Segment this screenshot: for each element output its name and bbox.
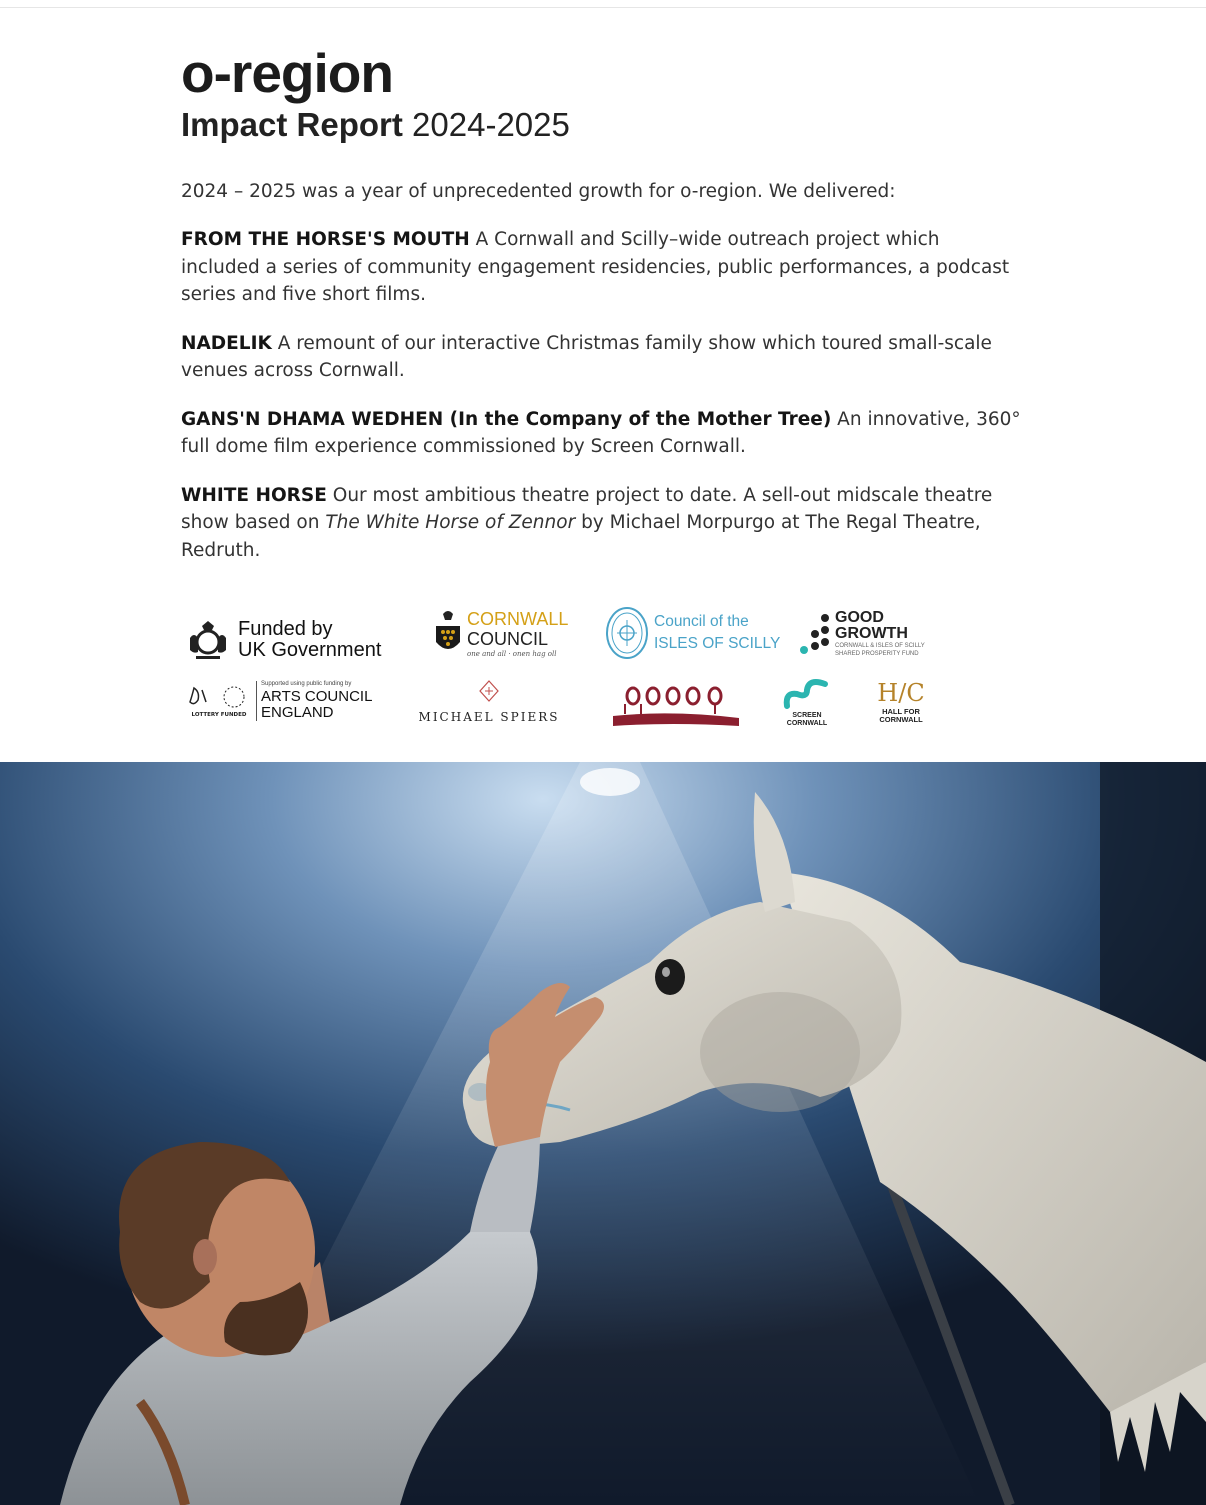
- regal-logo-icon: [611, 682, 741, 728]
- project-description: A Cornwall and Scilly–wide outreach project which included a series of community engagement residencies, public performances, a podcast series and five short films.: [181, 229, 1010, 305]
- project-name: NADELIK: [181, 332, 272, 354]
- cornwall-line1: CORNWALL: [467, 609, 569, 629]
- project-paragraph: [181, 406, 1021, 461]
- cornwall-line2: COUNCIL: [467, 629, 549, 649]
- royal-crest-icon: [186, 618, 230, 662]
- project-paragraph: [181, 226, 1021, 309]
- good-growth-sub2: SHARED PROSPERITY FUND: [835, 651, 919, 657]
- scilly-line2: ISLES OF SCILLY: [654, 635, 781, 652]
- uk-gov-line2: UK Government: [238, 639, 382, 661]
- good-growth-line1: GOOD: [835, 609, 884, 626]
- project-paragraph: [181, 482, 1021, 565]
- project-description: Our most ambitious theatre project to date. A sell-out midscale theatre show based on: [181, 484, 993, 533]
- intro-paragraph: 2024 – 2025 was a year of unprecedented growth for o-region. We delivered:: [181, 181, 896, 202]
- arts-council-line1: ARTS COUNCIL: [261, 688, 373, 705]
- report-title: [181, 106, 1021, 144]
- top-divider: [0, 7, 1206, 8]
- lottery-label: LOTTERY FUNDED: [191, 711, 247, 718]
- org-name: o-region: [181, 42, 393, 104]
- project-name: WHITE HORSE: [181, 484, 327, 506]
- cornwall-tagline: one and all · onen hag oll: [467, 650, 557, 658]
- michael-spiers-logo: [404, 680, 574, 724]
- book-title: The White Horse of Zennor: [325, 512, 576, 533]
- lottery-hands-icon: [186, 684, 252, 710]
- michael-spiers-name: MICHAEL SPIERS: [418, 710, 560, 724]
- cornwall-council-logo: [433, 608, 568, 660]
- scilly-line1: Council of the: [654, 613, 749, 630]
- hfc-mark: H/C: [877, 679, 925, 707]
- screen-cornwall-logo: [773, 676, 841, 728]
- wave-icon: [781, 676, 833, 712]
- scilly-seal-icon: [605, 606, 649, 660]
- isles-of-scilly-logo: [605, 606, 780, 660]
- screen-cornwall-line2: CORNWALL: [786, 720, 828, 727]
- good-growth-logo: [795, 610, 925, 658]
- project-name: GANS'N DHAMA WEDHEN (In the Company of the Mother Tree): [181, 408, 832, 430]
- report-text: [181, 44, 1021, 564]
- white-horse-photo: [0, 762, 1206, 1505]
- hall-for-cornwall-logo: [871, 680, 931, 724]
- report-years: 2024-2025: [412, 106, 570, 143]
- uk-gov-line1: Funded by: [238, 618, 333, 640]
- project-paragraph: [181, 330, 1021, 385]
- hfc-line2: CORNWALL: [879, 715, 923, 724]
- diamond-icon: [479, 680, 499, 702]
- arts-council-line2: ENGLAND: [261, 704, 334, 721]
- project-description-end: by Michael Morpurgo at The Regal Theatre, Redruth.: [181, 512, 981, 561]
- screen-cornwall-line1: SCREEN: [792, 712, 822, 719]
- dots-icon: [795, 612, 833, 656]
- funder-logos: [181, 600, 981, 740]
- regal-theatre-logo: [611, 682, 741, 728]
- uk-government-logo: [186, 618, 381, 662]
- cornwall-crest-icon: [433, 608, 463, 660]
- arts-council-small: Supported using public funding by: [261, 681, 352, 687]
- project-description: An innovative, 360° full dome film experience commissioned by Screen Cornwall.: [181, 408, 1021, 457]
- arts-council-logo: [186, 680, 372, 721]
- good-growth-sub1: CORNWALL & ISLES OF SCILLY: [835, 643, 925, 649]
- stage-scene: [0, 762, 1206, 1505]
- project-name: FROM THE HORSE'S MOUTH: [181, 229, 470, 250]
- good-growth-line2: GROWTH: [835, 625, 908, 642]
- hfc-line1: HALL FOR: [882, 707, 920, 716]
- project-description: A remount of our interactive Christmas family show which toured small-scale venues across Cornwall.: [181, 332, 992, 381]
- report-title-bold: Impact Report: [181, 106, 403, 143]
